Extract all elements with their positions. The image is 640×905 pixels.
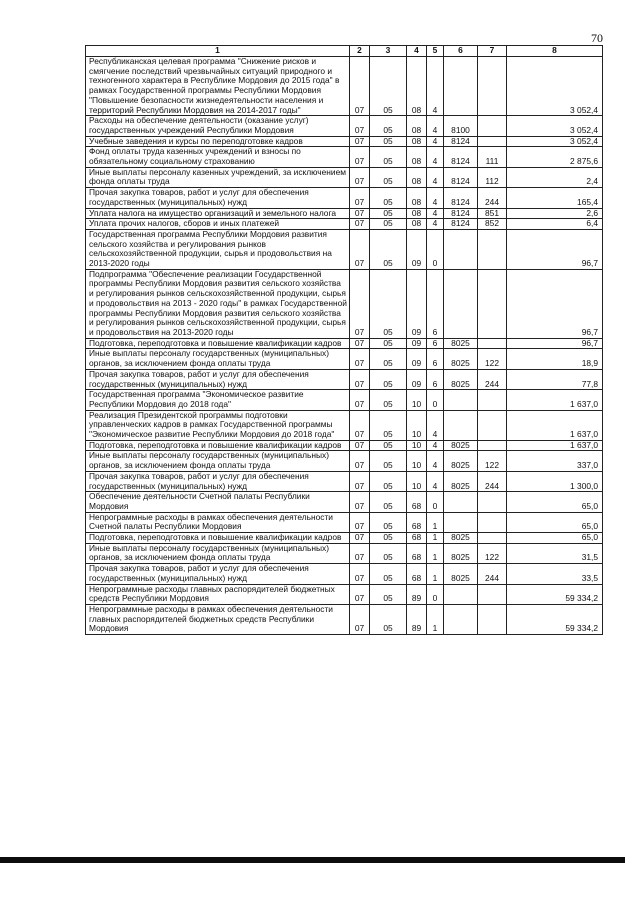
row-expense-type-cell — [478, 116, 507, 136]
table-row — [86, 229, 603, 269]
header-col-3: 3 — [370, 46, 407, 57]
row-section-cell: 07 — [350, 492, 370, 512]
row-name-cell: Подпрограмма "Обеспечение реализации Государственной программы Республики Мордовия развития сельского хозяйства и регулирования рынков сельскохозяйственной продукции, сырья и продовольствия на 2013 - 2020 годы" в рамках Государственной программы Республики Мордовия развития сельского хозяйства и регулирования рынков сельскохозяйственной продукции, сырья и продовольствия на 2013-2020 годы — [86, 269, 350, 338]
row-subsection-cell: 05 — [370, 338, 407, 349]
row-name-cell: Непрограммные расходы главных распорядителей бюджетных средств Республики Мордовия — [86, 584, 350, 604]
row-name-cell: Республиканская целевая программа "Снижение рисков и смягчение последствий чрезвычайных ситуаций природного и техногенного характера в Республике Мордовия до 2015 года" в рамках Государственной программы Республики Мордовия "Повышение безопасности жизнедеятельности населения и территорий Республики Мордовия на 2014-2017 годы" — [86, 57, 350, 116]
row-subsection-cell: 05 — [370, 533, 407, 544]
row-subprogram-cell: 4 — [427, 167, 444, 187]
table-row — [86, 451, 603, 471]
row-name-cell: Фонд оплаты труда казенных учреждений и взносы по обязательному социальному страхованию — [86, 147, 350, 167]
table-row — [86, 269, 603, 338]
row-section-cell: 07 — [350, 208, 370, 219]
row-direction-cell: 8124 — [444, 147, 478, 167]
row-section-cell: 07 — [350, 564, 370, 584]
row-expense-type-cell: 122 — [478, 451, 507, 471]
row-section-cell: 07 — [350, 584, 370, 604]
row-direction-cell: 8025 — [444, 543, 478, 563]
row-program-cell: 08 — [407, 147, 427, 167]
row-expense-type-cell — [478, 269, 507, 338]
row-program-cell: 10 — [407, 410, 427, 440]
row-subsection-cell: 05 — [370, 584, 407, 604]
table-row — [86, 390, 603, 410]
row-name-cell: Иные выплаты персоналу государственных (муниципальных) органов, за исключением фонда оплаты труда — [86, 451, 350, 471]
row-name-cell: Подготовка, переподготовка и повышение квалификации кадров — [86, 440, 350, 451]
row-amount-cell: 3 052,4 — [507, 136, 603, 147]
table-row — [86, 338, 603, 349]
row-name-cell: Уплата прочих налогов, сборов и иных платежей — [86, 219, 350, 230]
row-expense-type-cell: 244 — [478, 188, 507, 208]
table-row — [86, 543, 603, 563]
row-program-cell: 08 — [407, 167, 427, 187]
row-subsection-cell: 05 — [370, 564, 407, 584]
row-subsection-cell: 05 — [370, 219, 407, 230]
row-subprogram-cell: 6 — [427, 369, 444, 389]
row-name-cell: Расходы на обеспечение деятельности (оказание услуг) государственных учреждений Республики Мордовия — [86, 116, 350, 136]
table-row — [86, 471, 603, 491]
row-direction-cell — [444, 410, 478, 440]
header-col-7: 7 — [478, 46, 507, 57]
row-expense-type-cell — [478, 410, 507, 440]
row-amount-cell: 2,4 — [507, 167, 603, 187]
table-row — [86, 219, 603, 230]
row-subsection-cell: 05 — [370, 136, 407, 147]
row-amount-cell: 1 637,0 — [507, 440, 603, 451]
row-amount-cell: 96,7 — [507, 338, 603, 349]
row-direction-cell — [444, 269, 478, 338]
row-section-cell: 07 — [350, 604, 370, 634]
table-row — [86, 410, 603, 440]
row-subsection-cell: 05 — [370, 543, 407, 563]
row-section-cell: 07 — [350, 188, 370, 208]
row-program-cell: 08 — [407, 219, 427, 230]
row-name-cell: Прочая закупка товаров, работ и услуг для обеспечения государственных (муниципальных) нужд — [86, 564, 350, 584]
table-row — [86, 188, 603, 208]
row-subprogram-cell: 1 — [427, 533, 444, 544]
row-amount-cell: 33,5 — [507, 564, 603, 584]
row-program-cell: 68 — [407, 564, 427, 584]
row-program-cell: 09 — [407, 338, 427, 349]
row-amount-cell: 96,7 — [507, 269, 603, 338]
row-subsection-cell: 05 — [370, 451, 407, 471]
row-subsection-cell: 05 — [370, 116, 407, 136]
row-direction-cell: 8100 — [444, 116, 478, 136]
row-subsection-cell: 05 — [370, 471, 407, 491]
row-amount-cell: 31,5 — [507, 543, 603, 563]
row-direction-cell: 8025 — [444, 564, 478, 584]
row-subprogram-cell: 4 — [427, 410, 444, 440]
row-subprogram-cell: 4 — [427, 208, 444, 219]
row-expense-type-cell: 111 — [478, 147, 507, 167]
row-name-cell: Подготовка, переподготовка и повышение квалификации кадров — [86, 338, 350, 349]
row-name-cell: Подготовка, переподготовка и повышение квалификации кадров — [86, 533, 350, 544]
row-subprogram-cell: 0 — [427, 492, 444, 512]
table-row — [86, 604, 603, 634]
row-amount-cell: 3 052,4 — [507, 57, 603, 116]
row-section-cell: 07 — [350, 57, 370, 116]
row-expense-type-cell — [478, 338, 507, 349]
row-amount-cell: 2 875,6 — [507, 147, 603, 167]
row-subprogram-cell: 4 — [427, 451, 444, 471]
row-program-cell: 08 — [407, 116, 427, 136]
row-amount-cell: 18,9 — [507, 349, 603, 369]
table-row — [86, 136, 603, 147]
row-subsection-cell: 05 — [370, 269, 407, 338]
row-expense-type-cell: 852 — [478, 219, 507, 230]
row-subsection-cell: 05 — [370, 167, 407, 187]
row-amount-cell: 65,0 — [507, 492, 603, 512]
row-expense-type-cell: 244 — [478, 369, 507, 389]
row-subsection-cell: 05 — [370, 188, 407, 208]
row-subsection-cell: 05 — [370, 57, 407, 116]
row-section-cell: 07 — [350, 471, 370, 491]
row-subsection-cell: 05 — [370, 208, 407, 219]
row-name-cell: Государственная программа "Экономическое развитие Республики Мордовия до 2018 года" — [86, 390, 350, 410]
row-direction-cell: 8025 — [444, 451, 478, 471]
row-name-cell: Прочая закупка товаров, работ и услуг для обеспечения государственных (муниципальных) нужд — [86, 188, 350, 208]
row-amount-cell: 337,0 — [507, 451, 603, 471]
row-amount-cell: 1 300,0 — [507, 471, 603, 491]
header-col-2: 2 — [350, 46, 370, 57]
row-program-cell: 08 — [407, 57, 427, 116]
row-amount-cell: 59 334,2 — [507, 584, 603, 604]
row-program-cell: 68 — [407, 512, 427, 532]
row-name-cell: Иные выплаты персоналу государственных (муниципальных) органов, за исключением фонда оплаты труда — [86, 349, 350, 369]
table-row — [86, 533, 603, 544]
row-direction-cell: 8124 — [444, 136, 478, 147]
row-program-cell: 68 — [407, 543, 427, 563]
row-section-cell: 07 — [350, 390, 370, 410]
row-amount-cell: 77,8 — [507, 369, 603, 389]
table-row — [86, 440, 603, 451]
row-amount-cell: 3 052,4 — [507, 116, 603, 136]
row-section-cell: 07 — [350, 451, 370, 471]
row-section-cell: 07 — [350, 116, 370, 136]
row-section-cell: 07 — [350, 147, 370, 167]
row-direction-cell — [444, 390, 478, 410]
row-name-cell: Прочая закупка товаров, работ и услуг для обеспечения государственных (муниципальных) нужд — [86, 471, 350, 491]
row-direction-cell — [444, 584, 478, 604]
row-program-cell: 10 — [407, 440, 427, 451]
row-program-cell: 09 — [407, 229, 427, 269]
row-subprogram-cell: 6 — [427, 338, 444, 349]
row-direction-cell: 8025 — [444, 533, 478, 544]
row-name-cell: Прочая закупка товаров, работ и услуг для обеспечения государственных (муниципальных) нужд — [86, 369, 350, 389]
row-name-cell: Иные выплаты персоналу государственных (муниципальных) органов, за исключением фонда оплаты труда — [86, 543, 350, 563]
row-section-cell: 07 — [350, 410, 370, 440]
row-program-cell: 08 — [407, 188, 427, 208]
row-program-cell: 10 — [407, 390, 427, 410]
row-direction-cell — [444, 492, 478, 512]
row-subprogram-cell: 4 — [427, 147, 444, 167]
row-expense-type-cell — [478, 584, 507, 604]
row-expense-type-cell — [478, 533, 507, 544]
row-program-cell: 68 — [407, 492, 427, 512]
row-subsection-cell: 05 — [370, 492, 407, 512]
table-row — [86, 584, 603, 604]
row-expense-type-cell: 244 — [478, 564, 507, 584]
row-name-cell: Непрограммные расходы в рамках обеспечения деятельности Счетной палаты Республики Мордовия — [86, 512, 350, 532]
row-name-cell: Непрограммные расходы в рамках обеспечения деятельности главных распорядителей бюджетных средств Республики Мордовия — [86, 604, 350, 634]
row-program-cell: 09 — [407, 349, 427, 369]
header-col-4: 4 — [407, 46, 427, 57]
row-amount-cell: 2,6 — [507, 208, 603, 219]
row-subprogram-cell: 0 — [427, 229, 444, 269]
row-direction-cell: 8025 — [444, 369, 478, 389]
row-name-cell: Государственная программа Республики Мордовия развития сельского хозяйства и регулирования рынков сельскохозяйственной продукции, сырья и продовольствия на 2013-2020 годы — [86, 229, 350, 269]
row-direction-cell: 8124 — [444, 208, 478, 219]
budget-table — [85, 45, 603, 635]
row-amount-cell: 165,4 — [507, 188, 603, 208]
row-expense-type-cell: 122 — [478, 349, 507, 369]
row-section-cell: 07 — [350, 167, 370, 187]
row-expense-type-cell — [478, 440, 507, 451]
row-subprogram-cell: 4 — [427, 136, 444, 147]
row-expense-type-cell — [478, 512, 507, 532]
row-direction-cell: 8124 — [444, 167, 478, 187]
row-subprogram-cell: 0 — [427, 390, 444, 410]
row-amount-cell: 96,7 — [507, 229, 603, 269]
table-body — [86, 57, 603, 635]
row-subprogram-cell: 6 — [427, 269, 444, 338]
row-expense-type-cell: 244 — [478, 471, 507, 491]
row-expense-type-cell — [478, 492, 507, 512]
table-header-row — [86, 46, 603, 57]
row-name-cell: Иные выплаты персоналу казенных учреждений, за исключением фонда оплаты труда — [86, 167, 350, 187]
table-row — [86, 349, 603, 369]
row-expense-type-cell: 112 — [478, 167, 507, 187]
row-program-cell: 10 — [407, 451, 427, 471]
row-name-cell: Обеспечение деятельности Счетной палаты Республики Мордовия — [86, 492, 350, 512]
row-subprogram-cell: 4 — [427, 57, 444, 116]
row-subprogram-cell: 4 — [427, 219, 444, 230]
row-subsection-cell: 05 — [370, 349, 407, 369]
row-section-cell: 07 — [350, 269, 370, 338]
row-amount-cell: 1 637,0 — [507, 410, 603, 440]
row-subsection-cell: 05 — [370, 369, 407, 389]
row-name-cell: Реализация Президентской программы подготовки управленческих кадров в рамках Государственной программы "Экономическое развитие Республики Мордовия до 2018 года" — [86, 410, 350, 440]
row-subprogram-cell: 4 — [427, 116, 444, 136]
row-expense-type-cell — [478, 229, 507, 269]
table-row — [86, 208, 603, 219]
row-subprogram-cell: 1 — [427, 543, 444, 563]
table-row — [86, 57, 603, 116]
row-expense-type-cell — [478, 136, 507, 147]
row-expense-type-cell — [478, 57, 507, 116]
row-direction-cell: 8025 — [444, 440, 478, 451]
row-subprogram-cell: 1 — [427, 564, 444, 584]
row-subprogram-cell: 4 — [427, 440, 444, 451]
row-subsection-cell: 05 — [370, 604, 407, 634]
table-row — [86, 512, 603, 532]
row-expense-type-cell — [478, 604, 507, 634]
header-col-6: 6 — [444, 46, 478, 57]
row-subprogram-cell: 6 — [427, 349, 444, 369]
row-section-cell: 07 — [350, 512, 370, 532]
row-amount-cell: 65,0 — [507, 512, 603, 532]
table-row — [86, 147, 603, 167]
header-col-1: 1 — [86, 46, 350, 57]
row-subsection-cell: 05 — [370, 440, 407, 451]
row-subprogram-cell: 4 — [427, 188, 444, 208]
row-direction-cell: 8025 — [444, 471, 478, 491]
row-direction-cell — [444, 57, 478, 116]
row-direction-cell: 8025 — [444, 338, 478, 349]
row-subprogram-cell: 1 — [427, 512, 444, 532]
row-program-cell: 09 — [407, 269, 427, 338]
row-subprogram-cell: 1 — [427, 604, 444, 634]
row-subsection-cell: 05 — [370, 147, 407, 167]
header-col-5: 5 — [427, 46, 444, 57]
row-section-cell: 07 — [350, 229, 370, 269]
row-amount-cell: 65,0 — [507, 533, 603, 544]
row-amount-cell: 1 637,0 — [507, 390, 603, 410]
row-section-cell: 07 — [350, 543, 370, 563]
row-name-cell: Учебные заведения и курсы по переподготовке кадров — [86, 136, 350, 147]
table-row — [86, 564, 603, 584]
row-section-cell: 07 — [350, 219, 370, 230]
row-section-cell: 07 — [350, 338, 370, 349]
row-subsection-cell: 05 — [370, 410, 407, 440]
table-row — [86, 492, 603, 512]
row-direction-cell: 8124 — [444, 188, 478, 208]
row-subprogram-cell: 0 — [427, 584, 444, 604]
row-subsection-cell: 05 — [370, 229, 407, 269]
row-direction-cell — [444, 512, 478, 532]
row-expense-type-cell: 122 — [478, 543, 507, 563]
row-amount-cell: 6,4 — [507, 219, 603, 230]
row-section-cell: 07 — [350, 369, 370, 389]
row-name-cell: Уплата налога на имущество организаций и земельного налога — [86, 208, 350, 219]
table-row — [86, 167, 603, 187]
page-number: 70 — [591, 31, 603, 45]
header-col-8: 8 — [507, 46, 603, 57]
row-subsection-cell: 05 — [370, 390, 407, 410]
row-section-cell: 07 — [350, 533, 370, 544]
row-program-cell: 09 — [407, 369, 427, 389]
row-program-cell: 10 — [407, 471, 427, 491]
row-expense-type-cell: 851 — [478, 208, 507, 219]
row-expense-type-cell — [478, 390, 507, 410]
row-program-cell: 89 — [407, 604, 427, 634]
row-direction-cell: 8124 — [444, 219, 478, 230]
row-section-cell: 07 — [350, 440, 370, 451]
row-program-cell: 68 — [407, 533, 427, 544]
table-row — [86, 116, 603, 136]
row-amount-cell: 59 334,2 — [507, 604, 603, 634]
row-section-cell: 07 — [350, 349, 370, 369]
row-direction-cell — [444, 604, 478, 634]
row-direction-cell: 8025 — [444, 349, 478, 369]
row-program-cell: 89 — [407, 584, 427, 604]
row-program-cell: 08 — [407, 136, 427, 147]
row-subprogram-cell: 4 — [427, 471, 444, 491]
row-program-cell: 08 — [407, 208, 427, 219]
table-row — [86, 369, 603, 389]
row-subsection-cell: 05 — [370, 512, 407, 532]
bottom-scan-bar — [0, 857, 625, 863]
row-direction-cell — [444, 229, 478, 269]
row-section-cell: 07 — [350, 136, 370, 147]
